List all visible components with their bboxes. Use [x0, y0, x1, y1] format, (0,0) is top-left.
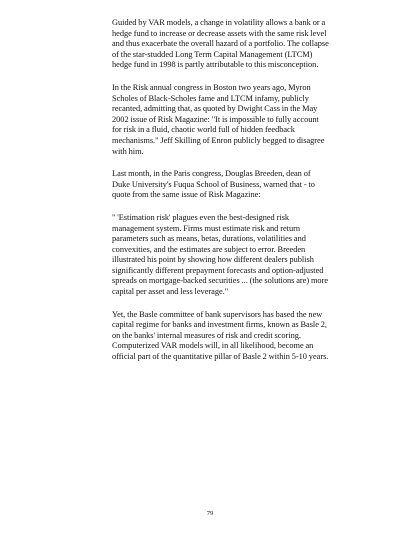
- paragraph-breeden-warning: Last month, in the Paris congress, Douglas Breeden, dean of Duke University's Fuqua School of Business, warned that - to quote from the same issue of Risk Magazine:: [112, 169, 315, 200]
- paragraph-var-models: Guided by VAR models, a change in volatility allows a bank or a hedge fund to increase or decrease assets with the same risk level and thus exacerbate the overall hazard of a portfolio. The collapse of the star-studded Long Term Capital Management (LTCM) hedge fund in 1998 is partly attributable to this misconception.: [112, 18, 329, 70]
- paragraph-scholes-recant: In the Risk annual congress in Boston two years ago, Myron Scholes of Black-Scholes fame and LTCM infamy, publicly recanted, admitting that, as quoted by Dwight Cass in the May 2002 issue of Risk Magazine: "It is impossible to fully account for risk in a fluid, chaotic world full of hidden feedback mechanisms." Jeff Skilling of Enron publicly begged to disagree with him.: [112, 82, 325, 156]
- paragraph-basle-committee: Yet, the Basle committee of bank supervisors has based the new capital regime for banks and investment firms, known as Basle 2, on the banks' internal measures of risk and credit scoring. Computerized VAR models will, in all likelihood, become an official part of the quantitative pillar of Basle 2 within 5-10 years.: [112, 309, 329, 362]
- paragraph-estimation-risk-quote: " 'Estimation risk' plagues even the best-designed risk management system. Firms must estimate risk and return parameters such as means, betas, durations, volatilities and convexities, and the estimates are subject to error. Breeden illustrated his point by showing how different dealers publish significantly different prepayment forecasts and option-adjusted spreads on mortgage-backed securities ... (the solutions are) more capital per asset and less leverage.": [112, 212, 329, 297]
- page-number: 79: [206, 510, 214, 517]
- body-text: [112, 18, 330, 375]
